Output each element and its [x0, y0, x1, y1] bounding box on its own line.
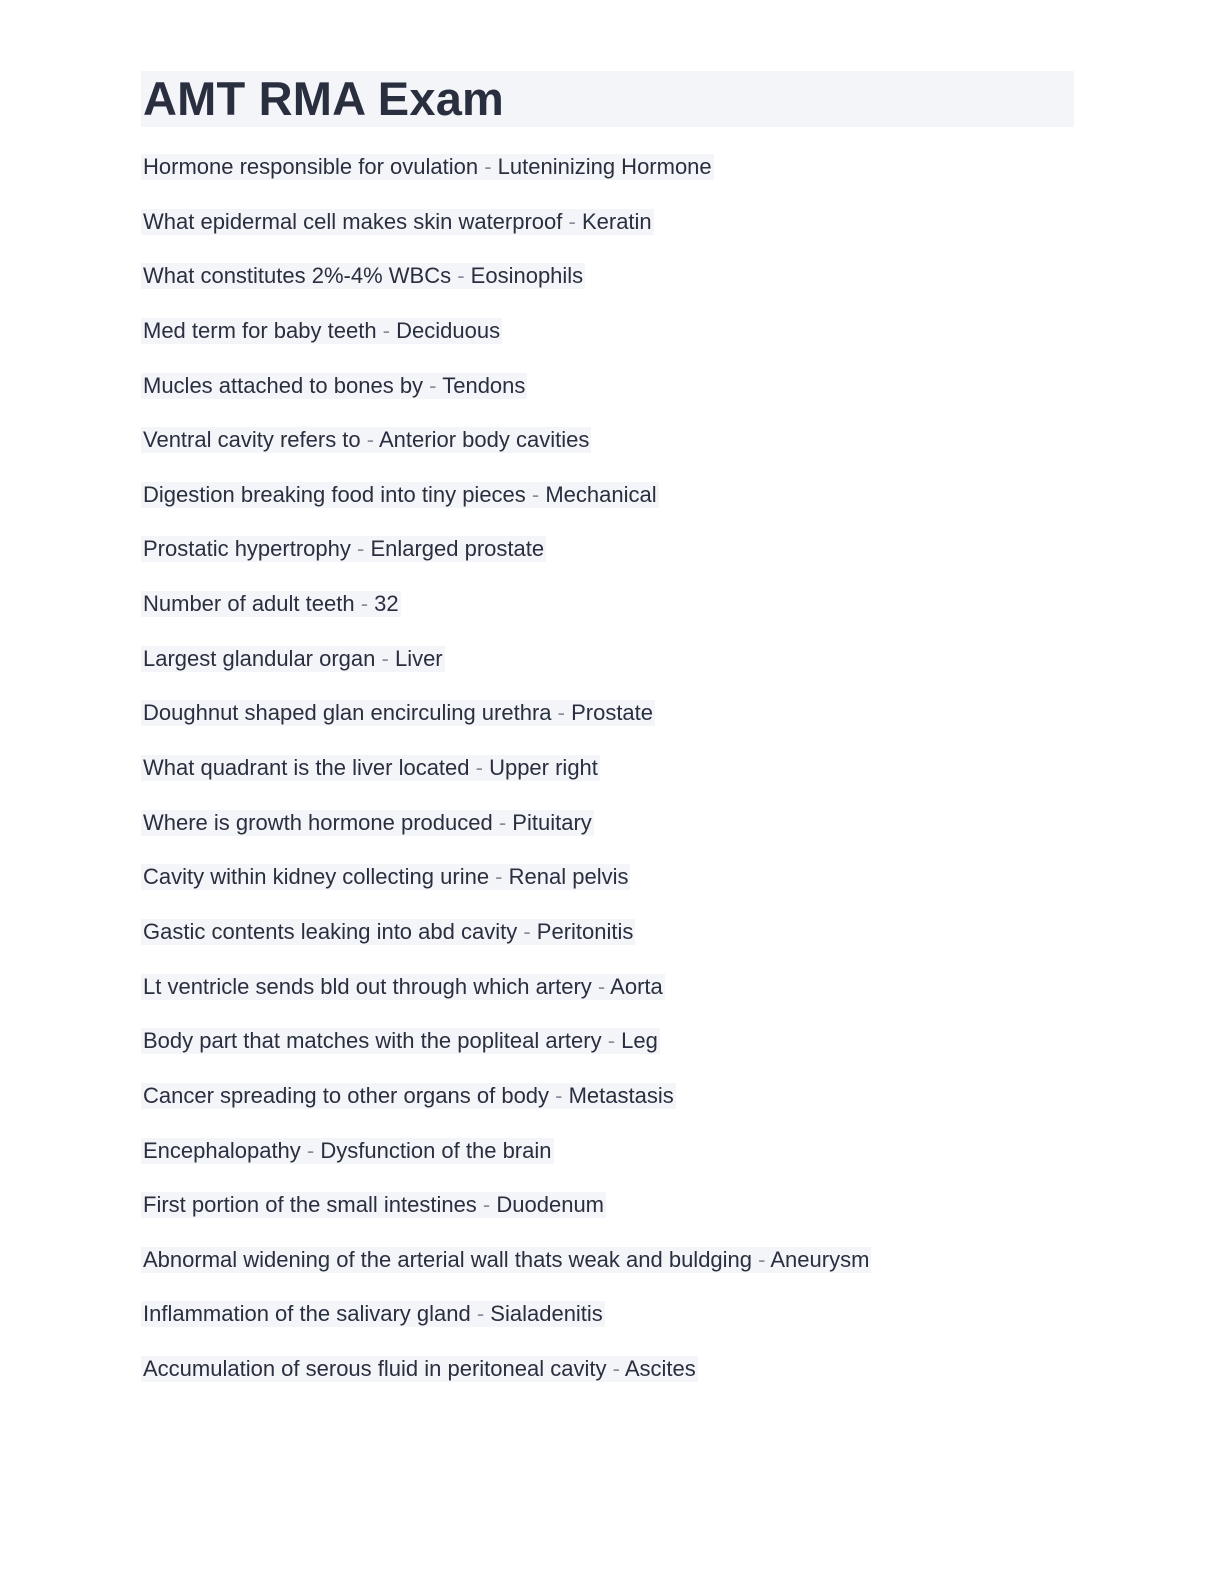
qa-term: Body part that matches with the popliteal artery: [143, 1028, 602, 1054]
qa-line: [141, 864, 630, 890]
qa-line: [141, 591, 401, 617]
qa-definition: Eosinophils: [470, 263, 584, 289]
qa-separator: -: [375, 645, 395, 671]
qa-separator: -: [469, 755, 490, 781]
qa-definition: Ascites: [624, 1356, 696, 1382]
qa-definition: Tendons: [442, 372, 526, 398]
qa-list: [141, 154, 1074, 1411]
qa-term: Med term for baby teeth: [143, 317, 377, 343]
qa-separator: -: [601, 1028, 622, 1054]
qa-item-9: [141, 591, 1074, 646]
qa-definition: Anterior body cavities: [379, 427, 590, 453]
qa-separator: -: [551, 700, 572, 726]
qa-separator: -: [476, 1192, 497, 1218]
qa-line: [141, 1301, 605, 1327]
qa-definition: Luteninizing Hormone: [497, 154, 712, 179]
qa-line: [141, 646, 445, 672]
qa-definition: Leg: [621, 1028, 658, 1054]
qa-item-17: [141, 1028, 1074, 1083]
qa-item-22: [141, 1301, 1074, 1356]
document-page: [141, 71, 1074, 1411]
qa-line: [141, 318, 502, 344]
qa-definition: Sialadenitis: [490, 1301, 603, 1327]
qa-separator: -: [350, 536, 371, 562]
qa-definition: Duodenum: [496, 1192, 605, 1218]
qa-term: What quadrant is the liver located: [143, 755, 470, 781]
qa-item-21: [141, 1247, 1074, 1302]
qa-definition: Enlarged prostate: [370, 536, 545, 562]
qa-term: What constitutes 2%-4% WBCs: [143, 263, 452, 289]
qa-term: Cavity within kidney collecting urine: [143, 864, 490, 890]
qa-separator: -: [606, 1356, 625, 1382]
qa-separator: -: [376, 317, 397, 343]
qa-separator: -: [591, 973, 611, 999]
qa-line: [141, 263, 585, 289]
page-title: AMT RMA Exam: [143, 72, 505, 125]
qa-term: Accumulation of serous fluid in peritoneal cavity: [143, 1356, 607, 1382]
qa-term: Gastic contents leaking into abd cavity: [143, 918, 518, 944]
qa-item-11: [141, 700, 1074, 755]
qa-definition: Deciduous: [396, 317, 501, 343]
qa-line: [141, 755, 600, 781]
qa-line: [141, 700, 655, 726]
qa-item-13: [141, 810, 1074, 865]
qa-term: Encephalopathy: [143, 1137, 301, 1163]
title-bar: [141, 71, 1074, 127]
qa-item-16: [141, 974, 1074, 1029]
qa-line: [141, 427, 591, 453]
qa-line: [141, 482, 659, 508]
qa-definition: Peritonitis: [536, 918, 634, 944]
qa-term: Hormone responsible for ovulation: [143, 154, 479, 179]
qa-line: [141, 373, 527, 399]
qa-item-1: [141, 154, 1074, 209]
qa-term: Ventral cavity refers to: [143, 427, 361, 453]
qa-term: What epidermal cell makes skin waterproof: [143, 208, 563, 234]
qa-item-3: [141, 263, 1074, 318]
qa-line: [141, 810, 594, 836]
qa-term: Digestion breaking food into tiny pieces: [143, 481, 526, 507]
qa-item-19: [141, 1138, 1074, 1193]
qa-item-12: [141, 755, 1074, 810]
qa-separator: -: [360, 427, 379, 453]
qa-term: Inflammation of the salivary gland: [143, 1301, 471, 1327]
qa-term: Largest glandular organ: [143, 645, 376, 671]
qa-separator: -: [517, 918, 537, 944]
qa-definition: 32: [374, 591, 399, 617]
qa-separator: -: [752, 1246, 771, 1272]
qa-definition: Renal pelvis: [508, 864, 629, 890]
qa-line: [141, 1138, 554, 1164]
qa-item-2: [141, 209, 1074, 264]
qa-definition: Mechanical: [545, 481, 657, 507]
qa-item-23: [141, 1356, 1074, 1411]
qa-item-15: [141, 919, 1074, 974]
qa-separator: -: [451, 263, 471, 289]
qa-line: [141, 1247, 871, 1273]
qa-line: [141, 1356, 698, 1382]
qa-definition: Dysfunction of the brain: [320, 1137, 552, 1163]
qa-line: [141, 974, 665, 1000]
qa-separator: -: [470, 1301, 491, 1327]
qa-term: Abnormal widening of the arterial wall thats weak and buldging: [143, 1246, 753, 1272]
qa-separator: -: [492, 809, 513, 835]
qa-definition: Prostate: [571, 700, 654, 726]
qa-item-7: [141, 482, 1074, 537]
qa-separator: -: [300, 1137, 321, 1163]
qa-item-8: [141, 536, 1074, 591]
qa-item-5: [141, 373, 1074, 428]
qa-term: First portion of the small intestines: [143, 1192, 477, 1218]
qa-item-18: [141, 1083, 1074, 1138]
qa-item-10: [141, 646, 1074, 701]
qa-line: [141, 1028, 660, 1054]
qa-term: Doughnut shaped glan encirculing urethra: [143, 700, 552, 726]
qa-term: Lt ventricle sends bld out through which artery: [143, 973, 592, 999]
qa-item-20: [141, 1192, 1074, 1247]
qa-separator: -: [562, 208, 582, 234]
qa-item-14: [141, 864, 1074, 919]
qa-separator: -: [423, 372, 443, 398]
qa-term: Mucles attached to bones by: [143, 372, 424, 398]
qa-separator: -: [354, 591, 375, 617]
qa-term: Prostatic hypertrophy: [143, 536, 351, 562]
qa-line: [141, 154, 714, 180]
qa-definition: Aorta: [610, 973, 663, 999]
qa-definition: Keratin: [581, 208, 652, 234]
qa-item-4: [141, 318, 1074, 373]
qa-line: [141, 919, 635, 945]
qa-separator: -: [478, 154, 498, 179]
qa-definition: Aneurysm: [770, 1246, 870, 1272]
qa-definition: Metastasis: [568, 1082, 674, 1108]
qa-definition: Liver: [394, 645, 443, 671]
qa-line: [141, 1083, 676, 1109]
qa-separator: -: [549, 1082, 569, 1108]
qa-line: [141, 1192, 606, 1218]
qa-item-6: [141, 427, 1074, 482]
qa-term: Number of adult teeth: [143, 591, 355, 617]
qa-separator: -: [525, 481, 546, 507]
qa-term: Where is growth hormone produced: [143, 809, 493, 835]
qa-line: [141, 536, 546, 562]
qa-definition: Upper right: [489, 755, 598, 781]
qa-separator: -: [489, 864, 509, 890]
qa-line: [141, 209, 654, 235]
qa-definition: Pituitary: [512, 809, 592, 835]
qa-term: Cancer spreading to other organs of body: [143, 1082, 550, 1108]
